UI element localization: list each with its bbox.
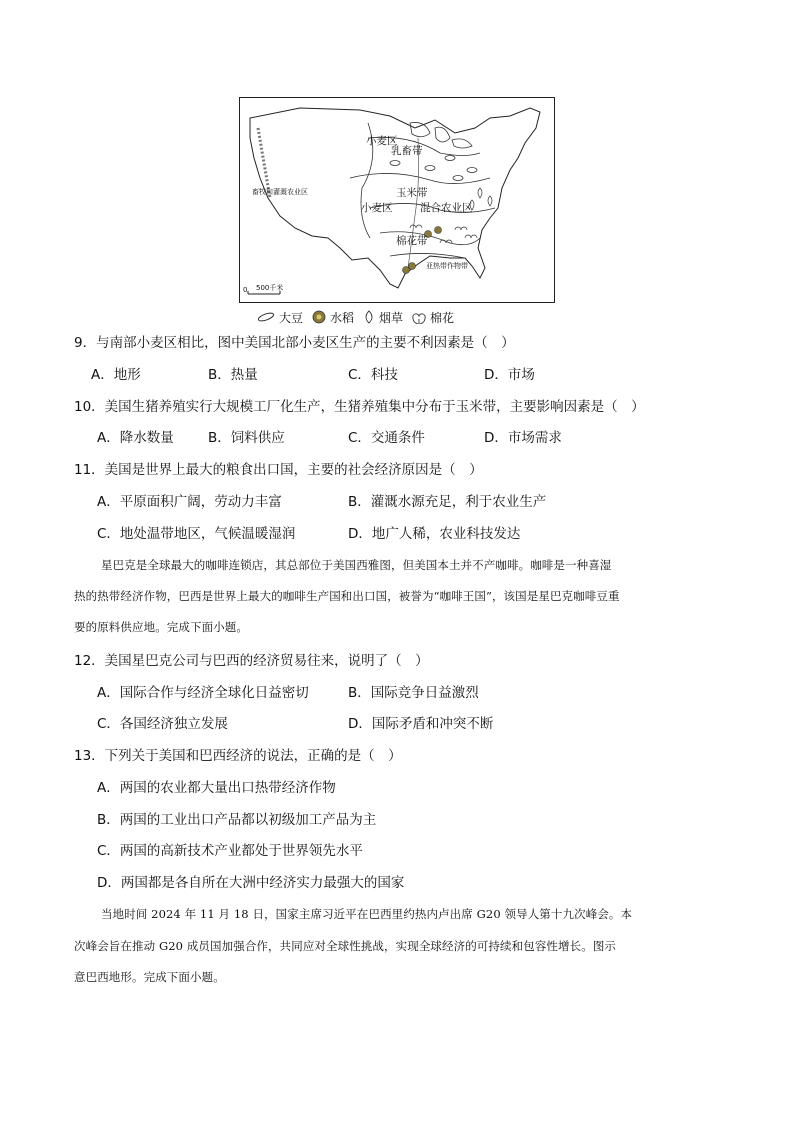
- map-label-mixed: 混合农业区: [420, 202, 473, 214]
- legend-item-cotton: [411, 309, 454, 326]
- tobacco-symbols: [470, 188, 492, 210]
- legend-label-rice: 水稻: [330, 310, 355, 325]
- question-11-stem: 11．美国是世界上最大的粮食出口国，主要的社会经济原因是（ ）: [74, 462, 483, 478]
- map-label-cotton: 棉花带: [396, 235, 428, 247]
- question-10-stem: 10．美国生猪养殖实行大规模工厂化生产，生猪养殖集中分布于玉米带，主要影响因素是（ ）: [74, 399, 645, 415]
- map-legend: [256, 308, 462, 326]
- map-label-corn: 玉米带: [396, 187, 428, 199]
- passage-starbucks-line-1: 星巴克是全球最大的咖啡连锁店，其总部位于美国西雅图，但美国本土并不产咖啡。咖啡是一种喜湿: [101, 558, 612, 572]
- map-label-wheat-north: 小麦区: [366, 135, 398, 147]
- map-scale-zero: 0: [243, 286, 248, 294]
- legend-label-soybean: 大豆: [279, 310, 304, 325]
- question-13-option-b[interactable]: B．两国的工业出口产品都以初级加工产品为主: [97, 812, 377, 828]
- map-label-grazing: 畜牧和灌溉农业区: [252, 188, 308, 196]
- question-13-option-c[interactable]: C．两国的高新技术产业都处于世界领先水平: [97, 843, 363, 859]
- question-13-option-a[interactable]: A．两国的农业都大量出口热带经济作物: [97, 780, 336, 796]
- question-12-stem: 12．美国星巴克公司与巴西的经济贸易往来，说明了（ ）: [74, 653, 429, 669]
- question-12-option-b[interactable]: B．国际竞争日益激烈: [348, 685, 479, 701]
- question-9-option-b[interactable]: B．热量: [208, 367, 258, 383]
- us-agriculture-map: [239, 97, 555, 303]
- question-11-option-a[interactable]: A．平原面积广阔，劳动力丰富: [97, 494, 282, 510]
- tobacco-icon: [362, 310, 376, 324]
- rice-icon: [311, 310, 327, 324]
- map-scale-label: 500千米: [256, 284, 284, 292]
- question-10-option-b[interactable]: B．饲料供应: [208, 430, 285, 446]
- legend-item-tobacco: [362, 309, 403, 326]
- legend-label-tobacco: 烟草: [379, 310, 404, 325]
- question-9-stem: 9．与南部小麦区相比，图中美国北部小麦区生产的主要不利因素是（ ）: [74, 335, 515, 351]
- question-11-option-d[interactable]: D．地广人稀，农业科技发达: [348, 526, 521, 542]
- question-11-option-c[interactable]: C．地处温带地区，气候温暖湿润: [97, 526, 296, 542]
- question-10-option-c[interactable]: C．交通条件: [348, 430, 425, 446]
- question-12-option-a[interactable]: A．国际合作与经济全球化日益密切: [97, 685, 309, 701]
- question-9-option-a[interactable]: A．地形: [91, 367, 141, 383]
- question-13-option-d[interactable]: D．两国都是各自所在大洲中经济实力最强大的国家: [97, 875, 405, 891]
- question-11-option-b[interactable]: B．灌溉水源充足，利于农业生产: [348, 494, 547, 510]
- passage-g20-line-2: 次峰会旨在推动 G20 成员国加强合作，共同应对全球性挑战，实现全球经济的可持续和包容性增长。图示: [74, 939, 617, 953]
- map-label-dairy: 乳畜带: [391, 145, 423, 157]
- question-10-option-d[interactable]: D．市场需求: [484, 430, 562, 446]
- soybean-symbols: [390, 156, 477, 181]
- legend-label-cotton: 棉花: [430, 310, 455, 325]
- cotton-icon: [411, 310, 427, 324]
- map-label-wheat-south: 小麦区: [361, 202, 393, 214]
- question-13-stem: 13．下列关于美国和巴西经济的说法，正确的是（ ）: [74, 748, 402, 764]
- passage-starbucks-line-3: 要的原料供应地。完成下面小题。: [74, 620, 248, 634]
- soybean-icon: [256, 311, 276, 323]
- legend-item-rice: [311, 309, 354, 326]
- map-label-subtropical: 亚热带作物带: [426, 262, 468, 270]
- question-12-option-d[interactable]: D．国际矛盾和冲突不断: [348, 716, 494, 732]
- us-map-drawing: [240, 98, 554, 302]
- legend-item-soybean: [256, 309, 303, 326]
- passage-starbucks-line-2: 热的热带经济作物，巴西是世界上最大的咖啡生产国和出口国，被誉为“咖啡王国”，该国是星巴克咖啡豆重: [74, 589, 620, 603]
- question-9-option-d[interactable]: D．市场: [484, 367, 535, 383]
- passage-g20-line-3: 意巴西地形。完成下面小题。: [74, 970, 225, 984]
- passage-g20-line-1: 当地时间 2024 年 11 月 18 日，国家主席习近平在巴西里约热内卢出席 G20 领导人第十九次峰会。本: [101, 907, 633, 921]
- question-10-option-a[interactable]: A．降水数量: [97, 430, 174, 446]
- question-9-option-c[interactable]: C．科技: [348, 367, 398, 383]
- question-12-option-c[interactable]: C．各国经济独立发展: [97, 716, 228, 732]
